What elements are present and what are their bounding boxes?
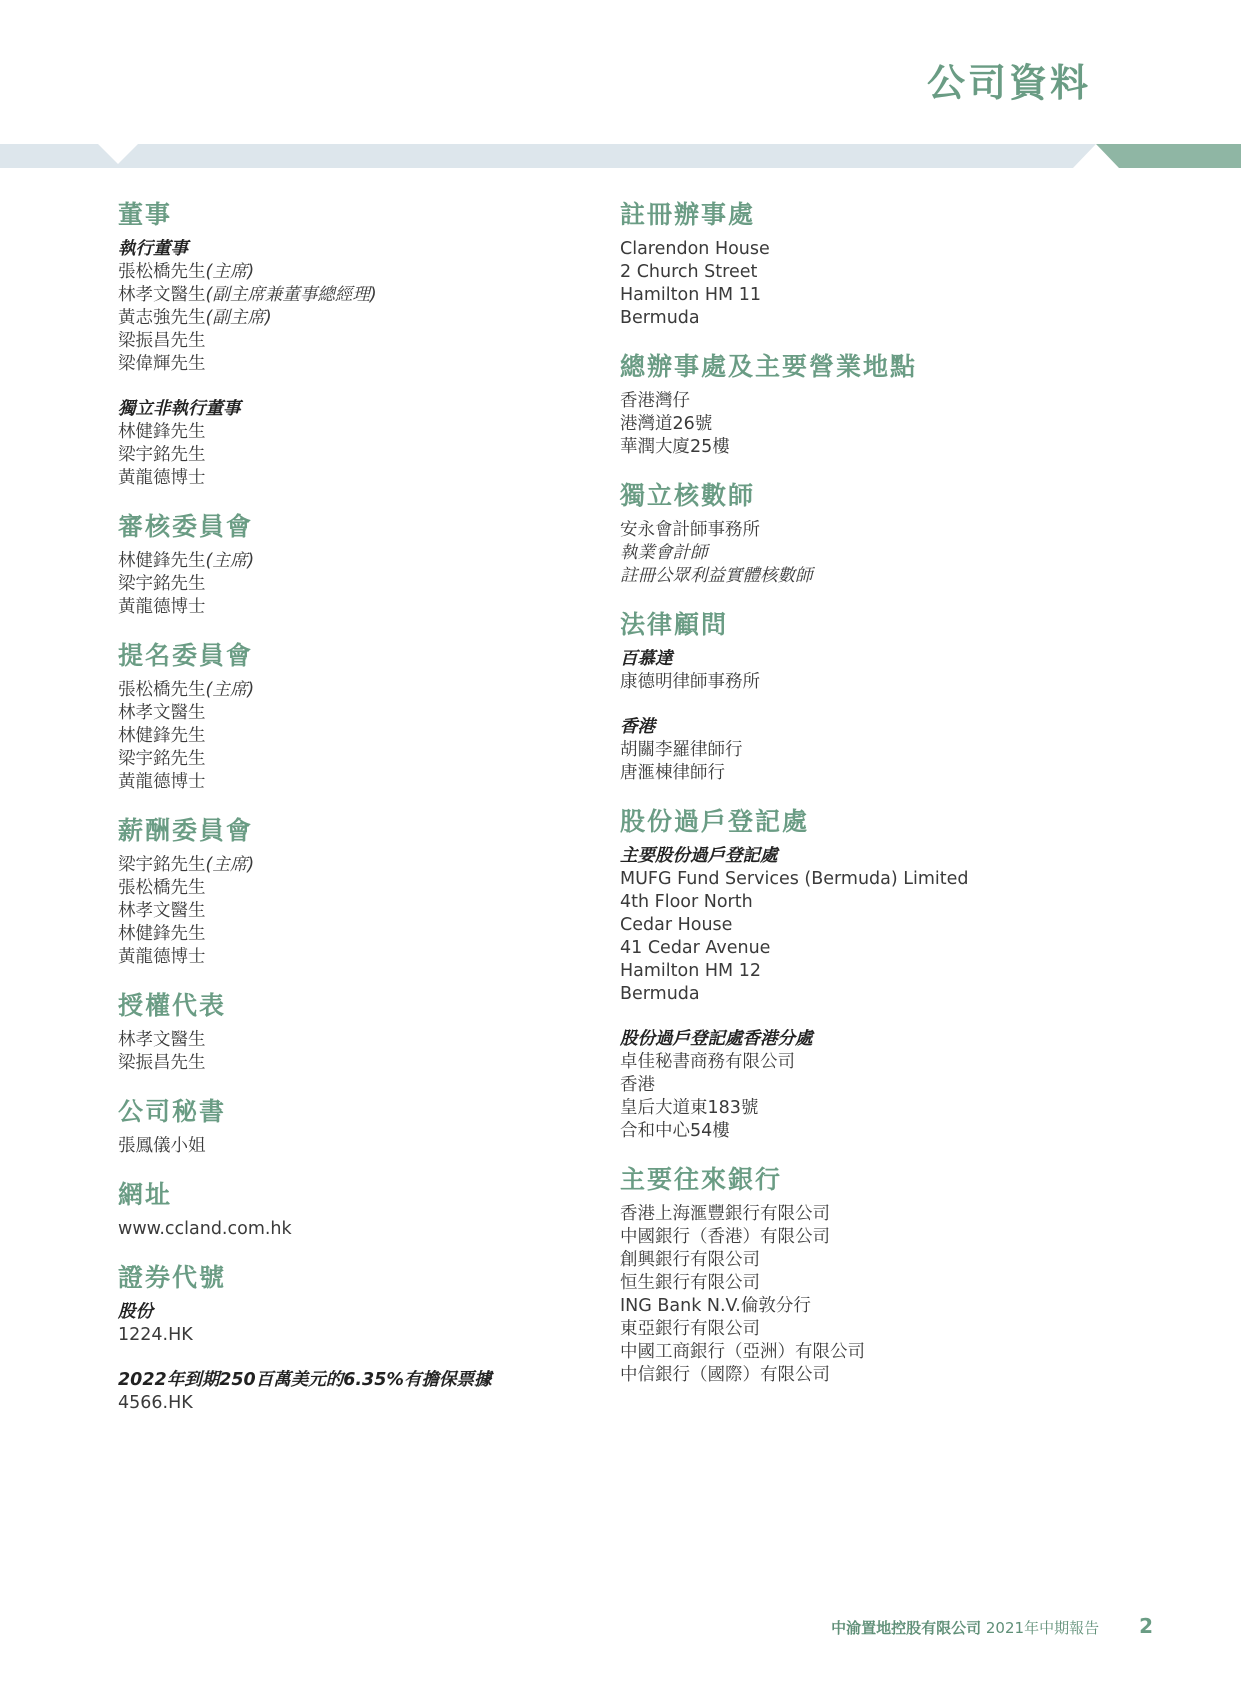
address-line: MUFG Fund Services (Bermuda) Limited [620,869,969,889]
section-audit-committee [118,512,588,619]
address-line: 香港灣仔 [620,391,690,411]
person-name: 林孝文醫生 [118,285,206,305]
auditor-description: 執業會計師 [620,543,708,563]
list-item: 東亞銀行有限公司 [620,1319,760,1339]
address-line: Clarendon House [620,239,770,259]
address-line: 2 Church Street [620,262,758,282]
person-name: 張松橋先生 [118,680,206,700]
list-item: 黃龍德博士 [118,468,206,488]
section-registered-office [620,200,1180,330]
sub-heading: 獨立非執行董事 [118,399,241,419]
header-band-light [0,144,1096,168]
website-link[interactable]: www.ccland.com.hk [118,1219,292,1239]
section-heading: 證券代號 [118,1263,227,1292]
list-item: 黃龍德博士 [118,947,206,967]
section-authorized-representatives [118,991,588,1075]
person-name: 林健鋒先生 [118,551,206,571]
left-column [118,200,588,1437]
footer-company: 中渝置地控股有限公司 [831,1619,982,1637]
list-item: 中信銀行（國際）有限公司 [620,1365,830,1385]
list-item: 梁宇銘先生 [118,574,206,594]
list-item: 張鳳儀小姐 [118,1136,206,1156]
address-line: Cedar House [620,915,733,935]
list-item [118,679,588,702]
section-heading: 授權代表 [118,991,227,1020]
address-line: Bermuda [620,308,700,328]
section-heading: 公司秘書 [118,1097,227,1126]
sub-heading: 主要股份過戶登記處 [620,846,778,866]
list-item: 中國銀行（香港）有限公司 [620,1227,830,1247]
list-item: 林孝文醫生 [118,901,206,921]
list-item: 梁宇銘先生 [118,445,206,465]
list-item: 唐滙棟律師行 [620,763,725,783]
section-stock-code [118,1263,588,1415]
sub-heading: 股份 [118,1302,153,1322]
list-item [118,284,588,307]
section-auditor [620,481,1180,588]
list-item: 創興銀行有限公司 [620,1250,760,1270]
person-name: 張松橋先生 [118,262,206,282]
right-column [620,200,1180,1409]
stock-code-value: 4566.HK [118,1393,193,1413]
list-item: 林健鋒先生 [118,422,206,442]
sub-heading: 股份過戶登記處香港分處 [620,1029,813,1049]
address-line: Bermuda [620,984,700,1004]
section-heading: 網址 [118,1180,173,1209]
section-heading: 獨立核數師 [620,481,756,510]
list-item [118,550,588,573]
person-name: 梁振昌先生 [118,331,206,351]
address-line: 香港 [620,1075,655,1095]
page-number: 2 [1139,1614,1153,1638]
page-footer [831,1614,1153,1638]
list-item [118,330,588,353]
address-line: 華潤大廈25樓 [620,437,730,457]
footer-text [831,1617,1099,1638]
section-heading: 註冊辦事處 [620,200,756,229]
address-line: 卓佳秘書商務有限公司 [620,1052,795,1072]
list-item: ING Bank N.V.倫敦分行 [620,1296,811,1316]
list-item: 林健鋒先生 [118,726,206,746]
person-role: (副主席兼董事總經理) [205,285,377,305]
address-line: 港灣道26號 [620,414,713,434]
section-share-registrar [620,807,1180,1143]
sub-heading: 百慕達 [620,649,673,669]
list-item [118,854,588,877]
header-band-dark [1096,144,1241,168]
list-item: 梁宇銘先生 [118,749,206,769]
address-line: 合和中心54樓 [620,1121,730,1141]
header-band [0,144,1241,168]
section-head-office [620,352,1180,459]
person-name: 梁宇銘先生 [118,855,206,875]
section-nomination-committee [118,641,588,794]
section-legal-advisers [620,610,1180,785]
list-item: 黃龍德博士 [118,772,206,792]
section-website [118,1180,588,1241]
address-line: 皇后大道東183號 [620,1098,759,1118]
address-line: Hamilton HM 12 [620,961,761,981]
list-item: 胡關李羅律師行 [620,740,743,760]
list-item: 恒生銀行有限公司 [620,1273,760,1293]
person-role: (主席) [205,855,255,875]
list-item: 香港上海滙豐銀行有限公司 [620,1204,830,1224]
section-remuneration-committee [118,816,588,969]
section-heading: 法律顧問 [620,610,729,639]
list-item: 梁振昌先生 [118,1053,206,1073]
list-item: 林孝文醫生 [118,703,206,723]
section-heading: 總辦事處及主要營業地點 [620,352,918,381]
sub-heading: 2022年到期250百萬美元的6.35%有擔保票據 [118,1370,492,1390]
person-name: 梁偉輝先生 [118,354,206,374]
list-item [118,261,588,284]
list-item: 中國工商銀行（亞洲）有限公司 [620,1342,865,1362]
section-heading: 股份過戶登記處 [620,807,810,836]
list-item: 林孝文醫生 [118,1030,206,1050]
list-item: 林健鋒先生 [118,924,206,944]
list-item: 黃龍德博士 [118,597,206,617]
section-principal-bankers [620,1165,1180,1387]
page-title: 公司資料 [926,61,1091,105]
person-role: (主席) [205,262,255,282]
sub-heading: 執行董事 [118,239,188,259]
stock-code-value: 1224.HK [118,1325,193,1345]
section-heading: 審核委員會 [118,512,254,541]
person-role: (主席) [205,680,255,700]
person-name: 黃志強先生 [118,308,206,328]
list-item: 康德明律師事務所 [620,672,760,692]
sub-heading: 香港 [620,717,655,737]
section-heading: 薪酬委員會 [118,816,254,845]
section-directors [118,200,588,490]
address-line: Hamilton HM 11 [620,285,761,305]
section-heading: 提名委員會 [118,641,254,670]
person-role: (副主席) [205,308,272,328]
address-line: 41 Cedar Avenue [620,938,771,958]
auditor-description: 註冊公眾利益實體核數師 [620,566,813,586]
list-item: 張松橋先生 [118,878,206,898]
auditor-name: 安永會計師事務所 [620,520,760,540]
section-heading: 董事 [118,200,173,229]
person-role: (主席) [205,551,255,571]
section-company-secretary [118,1097,588,1158]
footer-report: 2021年中期報告 [985,1619,1100,1637]
list-item [118,307,588,330]
address-line: 4th Floor North [620,892,753,912]
section-heading: 主要往來銀行 [620,1165,783,1194]
list-item [118,353,588,376]
